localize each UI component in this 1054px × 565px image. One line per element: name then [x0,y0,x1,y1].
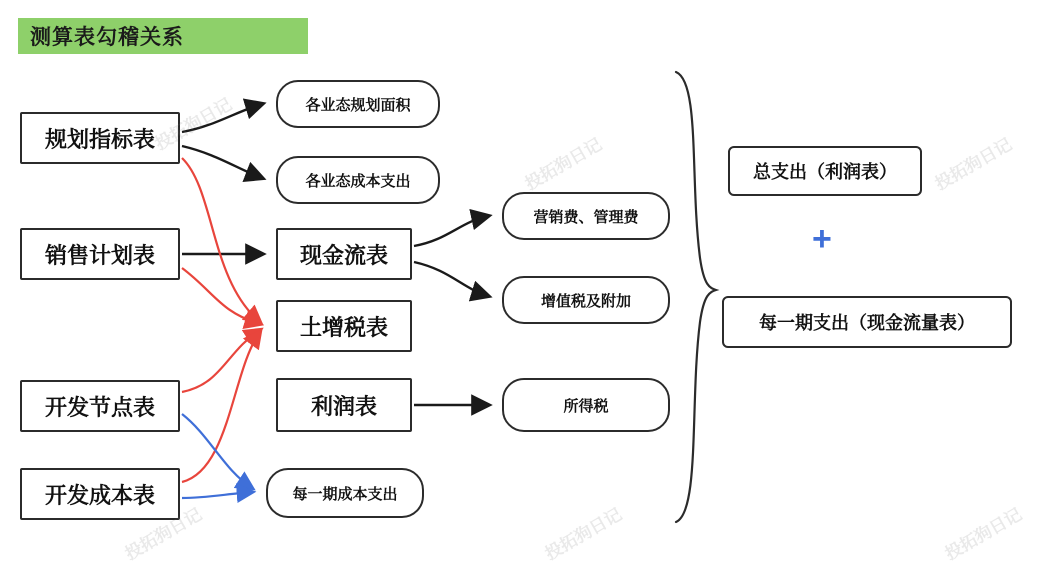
node-vat-surcharge-label: 增值税及附加 [540,292,631,310]
node-biz-cost-expense-label: 各业态成本支出 [305,172,411,190]
node-land-tax-label: 土增税表 [299,314,388,340]
watermark: 投拓狗日记 [541,504,626,564]
node-dev-cost[interactable] [20,468,180,520]
page-title-text: 测算表勾稽关系 [30,26,184,49]
watermark: 投拓狗日记 [941,504,1026,564]
node-total-expense-label: 总支出（利润表） [753,162,897,182]
node-dev-cost-label: 开发成本表 [44,482,155,508]
node-vat-surcharge[interactable] [502,276,670,324]
node-total-expense[interactable] [728,146,922,196]
node-income-tax[interactable] [502,378,670,432]
node-cash-flow-label: 现金流表 [299,242,388,268]
node-period-expense-label: 每一期支出（现金流量表） [759,313,975,333]
plus-operator: + [812,220,832,258]
watermark: 投拓狗日记 [931,134,1016,194]
watermark: 投拓狗日记 [121,504,206,564]
node-dev-node[interactable] [20,380,180,432]
node-marketing-admin-fee[interactable] [502,192,670,240]
node-sales-plan[interactable] [20,228,180,280]
node-biz-plan-area-label: 各业态规划面积 [305,96,411,114]
node-biz-plan-area[interactable] [276,80,440,128]
node-land-tax[interactable] [276,300,412,352]
node-cash-flow[interactable] [276,228,412,280]
node-period-cost-expense[interactable] [266,468,424,518]
watermark: 投拓狗日记 [521,134,606,194]
node-plan-index[interactable] [20,112,180,164]
node-plan-index-label: 规划指标表 [44,126,155,152]
watermark: 投拓狗日记 [151,94,236,154]
node-income-tax-label: 所得税 [563,397,609,415]
node-profit[interactable] [276,378,412,432]
node-period-expense[interactable] [722,296,1012,348]
node-biz-cost-expense[interactable] [276,156,440,204]
node-marketing-admin-fee-label: 营销费、管理费 [533,208,639,226]
page-title [18,18,308,54]
node-profit-label: 利润表 [310,393,377,419]
node-dev-node-label: 开发节点表 [44,394,155,420]
node-period-cost-expense-label: 每一期成本支出 [292,485,398,503]
node-sales-plan-label: 销售计划表 [44,242,155,268]
